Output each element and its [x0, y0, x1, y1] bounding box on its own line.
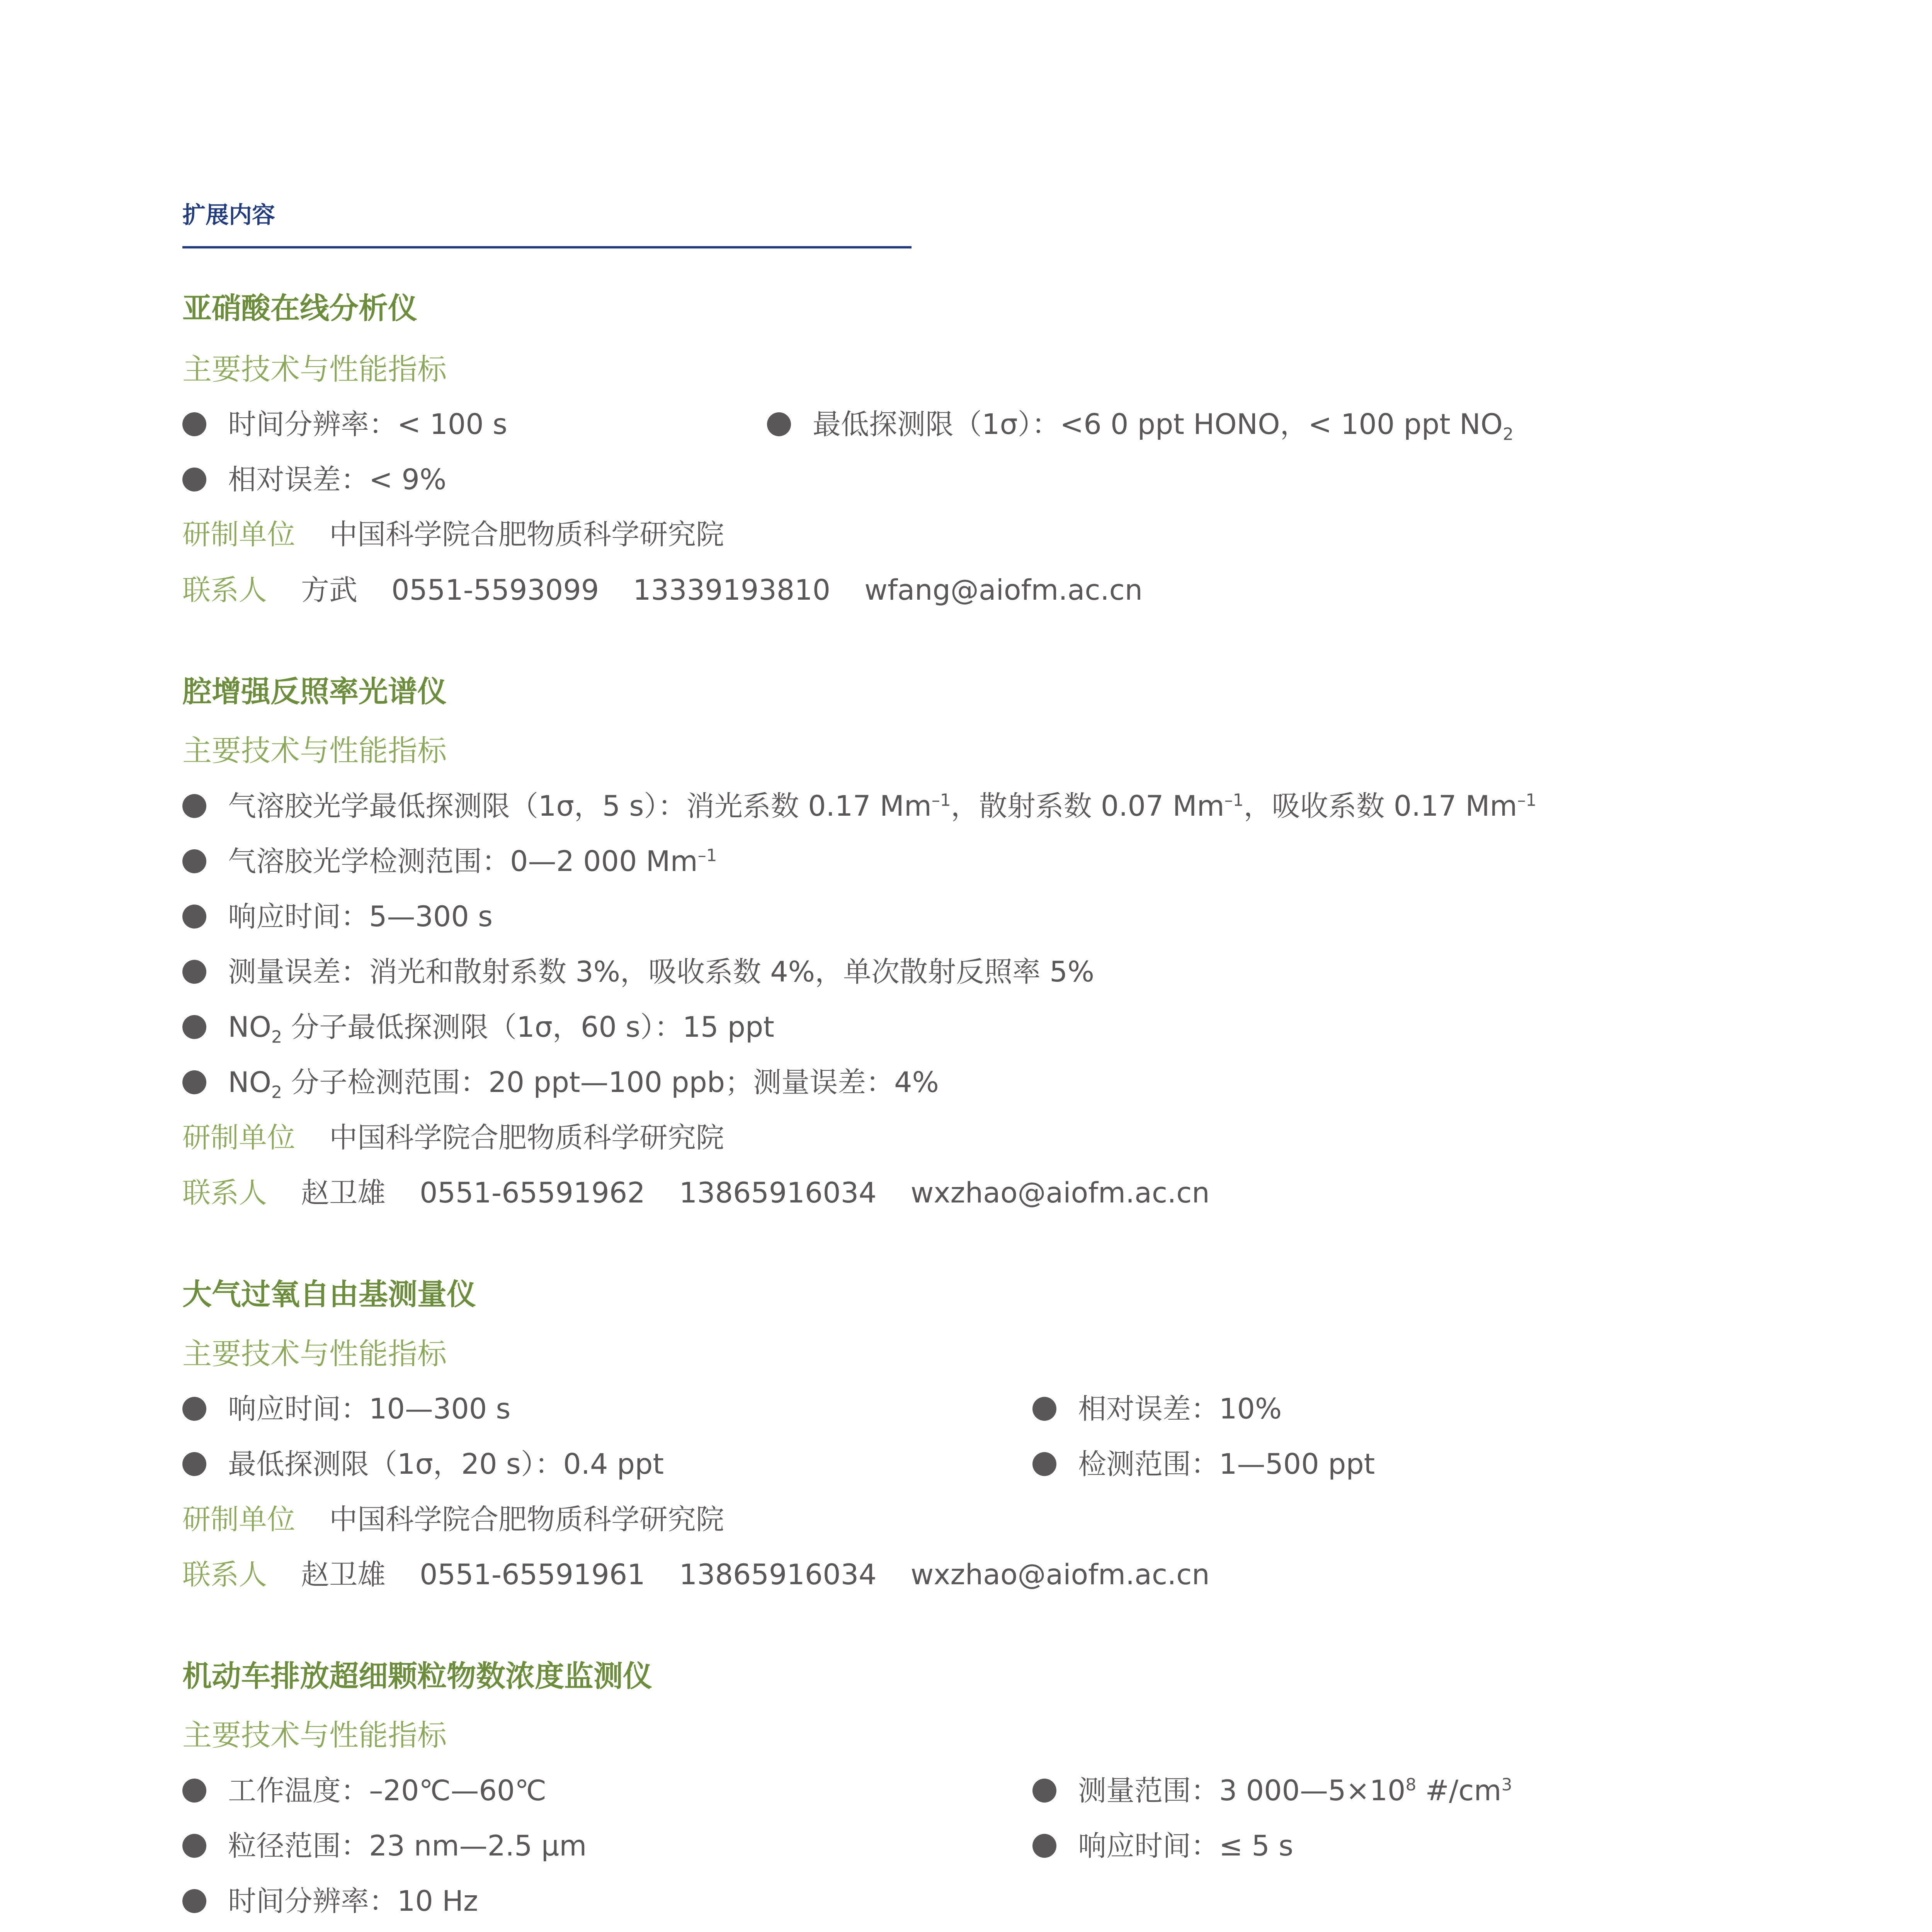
spec-item: 最低探测限（1σ，20 s）：0.4 ppt [182, 1450, 664, 1478]
bullet-icon [182, 412, 206, 436]
bullet-icon [182, 1397, 206, 1421]
header-rule [182, 246, 912, 248]
bullet-icon [182, 1070, 206, 1094]
instrument-title-peroxy-radical: 大气过氧自由基测量仪 [182, 1277, 476, 1311]
spec-item: 相对误差：< 9% [182, 466, 446, 494]
bullet-icon [182, 1834, 206, 1858]
bullet-icon [182, 960, 206, 984]
bullet-icon [182, 1452, 206, 1476]
specs-subheading: 主要技术与性能指标 [182, 1718, 447, 1752]
bullet-icon [182, 794, 206, 818]
spec-item: 气溶胶光学检测范围：0—2 000 $Mm^{-1}$ [182, 847, 717, 876]
spec-item: 响应时间：10—300 s [182, 1395, 510, 1423]
instrument-title-particle-monitor: 机动车排放超细颗粒物数浓度监测仪 [182, 1659, 652, 1693]
developer-row: 研制单位 中国科学院合肥物质科学研究院 [182, 1503, 724, 1536]
bullet-icon [182, 1015, 206, 1039]
contact-row: 联系人 方武 0551-5593099 13339193810 wfang@aiofm.ac.cn [182, 574, 1143, 607]
bullet-icon [1032, 1452, 1056, 1476]
spec-item: 响应时间：5—300 s [182, 903, 493, 931]
bullet-icon [182, 905, 206, 929]
spec-item: 时间分辨率：10 Hz [182, 1887, 478, 1915]
bullet-icon [1032, 1779, 1056, 1803]
spec-item: $NO_2$ 分子检测范围：20 ppt—100 ppb；测量误差：4% [182, 1068, 939, 1097]
email-text: wxzhao@aiofm.ac.cn [910, 1177, 1210, 1209]
developer-row: 研制单位 中国科学院合肥物质科学研究院 [182, 518, 724, 551]
developer-row: 研制单位 中国科学院合肥物质科学研究院 [182, 1121, 724, 1154]
section-header-label: 扩展内容 [182, 202, 275, 229]
contact-row: 联系人 赵卫雄 0551-65591961 13865916034 wxzhao@aiofm.ac.cn [182, 1558, 1210, 1591]
spec-item: 时间分辨率：< 100 s [182, 410, 507, 439]
spec-item: 检测范围：1—500 ppt [1032, 1450, 1375, 1478]
spec-item: 最低探测限（1σ）：<6 0 ppt HONO，< 100 ppt $NO_2$ [767, 410, 1514, 439]
spec-item: 粒径范围：23 nm—2.5 μm [182, 1832, 587, 1860]
spec-item: 工作温度：–20℃—60℃ [182, 1777, 546, 1805]
instrument-title-hono-analyzer: 亚硝酸在线分析仪 [182, 291, 417, 325]
email-text: wxzhao@aiofm.ac.cn [910, 1558, 1210, 1591]
spec-item: 相对误差：10% [1032, 1395, 1282, 1423]
spec-item: 测量误差：消光和散射系数 3%，吸收系数 4%，单次散射反照率 5% [182, 958, 1094, 986]
spec-item: 测量范围：3 $000—5\times 10^8$ $\#/cm^3$ [1032, 1777, 1512, 1805]
bullet-icon [182, 1779, 206, 1803]
bullet-icon [182, 468, 206, 492]
email-text: wfang@aiofm.ac.cn [864, 574, 1143, 607]
bullet-icon [182, 1889, 206, 1913]
bullet-icon [1032, 1397, 1056, 1421]
specs-subheading: 主要技术与性能指标 [182, 352, 447, 386]
specs-subheading: 主要技术与性能指标 [182, 733, 447, 768]
contact-row: 联系人 赵卫雄 0551-65591962 13865916034 wxzhao@aiofm.ac.cn [182, 1177, 1210, 1209]
bullet-icon [1032, 1834, 1056, 1858]
spec-item: 响应时间：≤ 5 s [1032, 1832, 1293, 1860]
bullet-icon [767, 412, 791, 436]
spec-item: 气溶胶光学最低探测限（1σ，5 s）：消光系数 0.17 $Mm^{-1}$，散射系数 0.07 $Mm^{-1}$，吸收系数 0.17 $Mm^{-1}$ [182, 792, 1536, 820]
spec-item: $NO_2$ 分子最低探测限（1σ，60 s）：15 ppt [182, 1013, 774, 1041]
specs-subheading: 主要技术与性能指标 [182, 1337, 447, 1371]
bullet-icon [182, 849, 206, 873]
instrument-title-cavity-spectrometer: 腔增强反照率光谱仪 [182, 674, 447, 709]
